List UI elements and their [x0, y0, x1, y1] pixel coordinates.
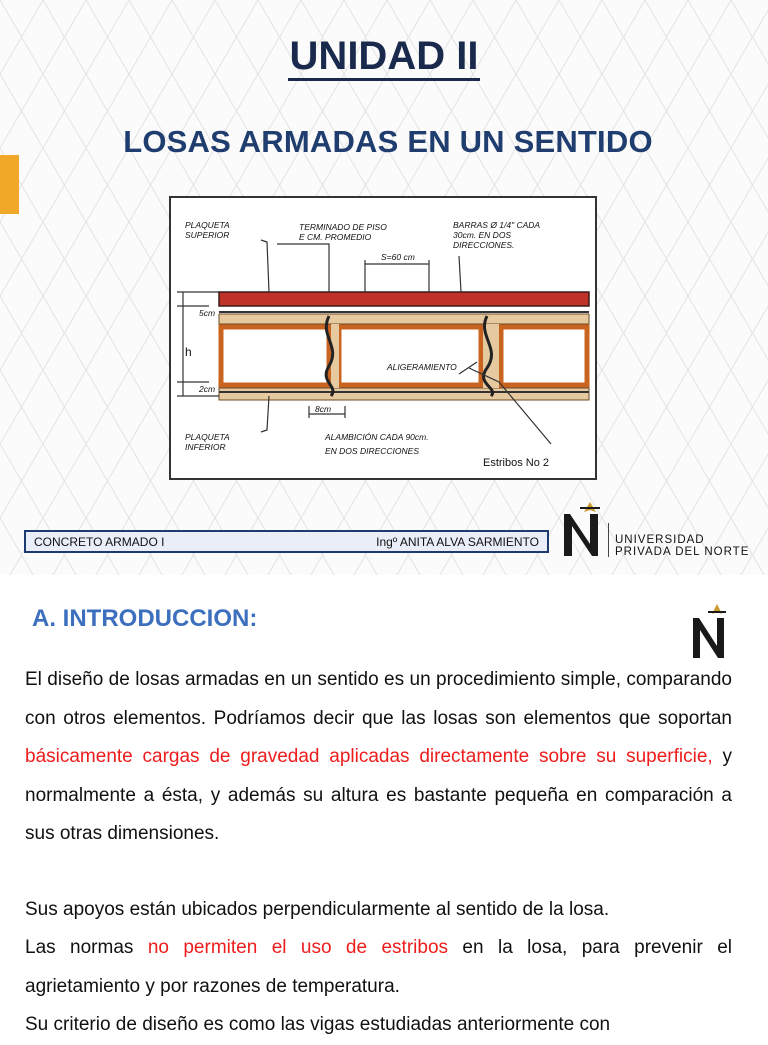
- course-name: CONCRETO ARMADO I: [34, 535, 165, 549]
- label-aligeramiento: ALIGERAMIENTO: [387, 362, 457, 372]
- upn-logo-icon: [560, 500, 606, 558]
- intro-paragraph: [25, 661, 732, 854]
- university-name-line1: UNIVERSIDAD: [615, 534, 705, 546]
- norms-highlight: no permiten el uso de estribos: [147, 937, 449, 958]
- logo-divider: [608, 523, 609, 557]
- intro-text-part1: El diseño de losas armadas en un sentido es un procedimiento simple, comparando con otros elementos. Podríamos decir que las losas son elementos que soportan: [25, 669, 732, 729]
- label-plaqueta-inferior-2: INFERIOR: [185, 442, 226, 452]
- label-s60: S=60 cm: [381, 252, 415, 262]
- upn-logo-small-icon: [690, 600, 732, 660]
- university-name: [615, 534, 749, 558]
- norms-text-part2: en la losa, para prevenir el agrietamiento y por razones de temperatura.: [25, 937, 732, 997]
- norms-text-part1: Las normas: [25, 937, 148, 958]
- criteria-paragraph: Su criterio de diseño es como las vigas estudiadas anteriormente con: [25, 1014, 611, 1035]
- label-5cm: 5cm: [199, 308, 216, 318]
- top-slab: [219, 292, 589, 306]
- label-plaqueta-superior-2: SUPERIOR: [185, 230, 230, 240]
- unit-title: UNIDAD II: [0, 34, 768, 79]
- label-alambicion-1: ALAMBICIÓN CADA 90cm.: [325, 432, 429, 442]
- label-alambicion-2: EN DOS DIRECCIONES: [325, 446, 419, 456]
- slide-footer: [24, 530, 549, 553]
- university-name-line2: PRIVADA DEL NORTE: [615, 546, 750, 558]
- label-h: h: [185, 345, 192, 359]
- label-terminado-1: TERMINADO DE PISO: [299, 222, 387, 232]
- label-2cm: 2cm: [199, 384, 216, 394]
- topic-title: LOSAS ARMADAS EN UN SENTIDO: [123, 124, 653, 159]
- intro-highlight: básicamente cargas de gravedad aplicadas directamente sobre su superficie,: [25, 746, 713, 767]
- accent-bar: [0, 155, 19, 214]
- label-estribos: Estribos No 2: [483, 457, 550, 469]
- label-barras-1: BARRAS Ø 1/4" CADA: [453, 220, 541, 230]
- label-8cm: 8cm: [315, 404, 332, 414]
- label-barras-3: DIRECCIONES.: [453, 240, 515, 250]
- label-barras-2: 30cm. EN DOS: [453, 230, 512, 240]
- supports-paragraph: Sus apoyos están ubicados perpendicularmente al sentido de la losa.: [25, 899, 610, 920]
- label-terminado-2: E CM. PROMEDIO: [299, 232, 372, 242]
- instructor-name: Ingº ANITA ALVA SARMIENTO: [376, 535, 539, 549]
- slab-section-diagram: [169, 196, 597, 480]
- label-plaqueta-inferior-1: PLAQUETA: [185, 432, 230, 442]
- intro-text-part2: y normalmente a ésta, y además su altura es bastante pequeña en comparación a sus otras dimensiones.: [25, 746, 733, 844]
- section-title: A. INTRODUCCION:: [32, 605, 258, 632]
- aligeramiento-blocks: [219, 314, 589, 400]
- norms-paragraph: [25, 929, 732, 1006]
- label-plaqueta-superior-1: PLAQUETA: [185, 220, 230, 230]
